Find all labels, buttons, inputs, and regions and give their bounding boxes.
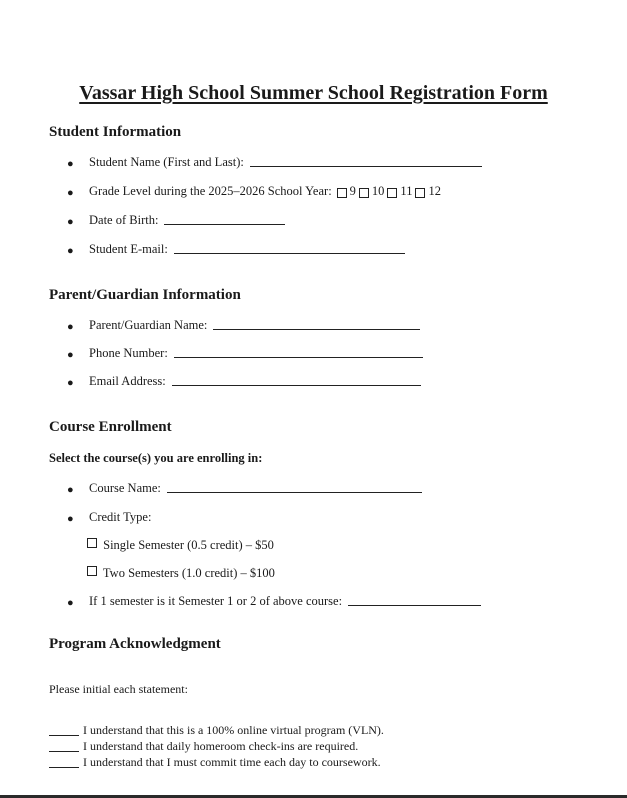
student-email-row [67,242,405,257]
section-heading-acknowledgment: Program Acknowledgment [49,636,221,652]
credit-option-single [87,538,274,553]
single-semester-checkbox[interactable] [87,538,97,548]
bullet-icon: ● [67,484,74,496]
student-name-label: Student Name (First and Last): [89,155,244,169]
initial-field-2[interactable] [49,751,79,752]
parent-email-row [67,374,421,389]
grade-11-checkbox[interactable] [387,188,397,198]
credit-option-two [87,566,275,581]
phone-row [67,346,423,361]
bullet-icon: ● [67,513,74,525]
two-semesters-label: Two Semesters (1.0 credit) – $100 [102,566,275,580]
course-instruction: Select the course(s) you are enrolling in: [49,451,263,465]
section-heading-parent: Parent/Guardian Information [49,287,241,303]
parent-email-field[interactable] [172,384,421,386]
section-heading-course: Course Enrollment [49,419,172,435]
dob-row [67,213,285,228]
single-semester-label: Single Semester (0.5 credit) – $50 [103,538,274,552]
semester-choice-row [67,594,481,609]
grade-10-label: 10 [371,184,385,198]
bullet-icon: ● [67,158,74,170]
bullet-icon: ● [67,597,74,609]
bullet-icon: ● [67,216,74,228]
acknowledgment-row [49,723,384,738]
form-title: Vassar High School Summer School Registration Form [79,82,548,104]
parent-name-row [67,318,420,333]
acknowledgment-row [49,755,381,770]
parent-email-label: Email Address: [89,374,166,388]
grade-9-label: 9 [349,184,356,198]
bullet-icon: ● [67,187,74,199]
grade-12-label: 12 [428,184,441,198]
credit-type-row [67,510,151,525]
bullet-icon: ● [67,349,74,361]
initial-field-1[interactable] [49,735,79,736]
grade-level-row [67,184,441,199]
section-heading-student: Student Information [49,124,182,140]
phone-label: Phone Number: [89,346,168,360]
grade-level-label: Grade Level during the 2025–2026 School Year: [89,184,332,198]
credit-type-label: Credit Type: [89,510,152,524]
two-semesters-checkbox[interactable] [87,566,97,576]
phone-field[interactable] [174,356,423,358]
bullet-icon: ● [67,377,74,389]
student-email-field[interactable] [174,252,405,254]
initial-field-3[interactable] [49,767,79,768]
student-email-label: Student E-mail: [89,242,168,256]
grade-10-checkbox[interactable] [359,188,369,198]
bullet-icon: ● [67,245,74,257]
bullet-icon: ● [67,321,74,333]
parent-name-label: Parent/Guardian Name: [89,318,208,332]
course-name-label: Course Name: [89,481,161,495]
acknowledgment-instruction: Please initial each statement: [49,682,188,696]
acknowledgment-statement-3: I understand that I must commit time each day to coursework. [83,755,381,769]
course-name-row [67,481,422,496]
semester-choice-label: If 1 semester is it Semester 1 or 2 of above course: [89,594,343,608]
dob-label: Date of Birth: [89,213,159,227]
acknowledgment-row [49,739,358,754]
dob-field[interactable] [164,223,285,225]
acknowledgment-statement-2: I understand that daily homeroom check-ins are required. [83,739,359,753]
grade-11-label: 11 [400,184,413,198]
grade-9-checkbox[interactable] [337,188,347,198]
parent-name-field[interactable] [213,328,420,330]
acknowledgment-statement-1: I understand that this is a 100% online virtual program (VLN). [83,723,384,737]
student-name-field[interactable] [250,165,482,167]
grade-12-checkbox[interactable] [415,188,425,198]
student-name-row [67,155,482,170]
course-name-field[interactable] [167,491,422,493]
semester-choice-field[interactable] [348,604,481,606]
